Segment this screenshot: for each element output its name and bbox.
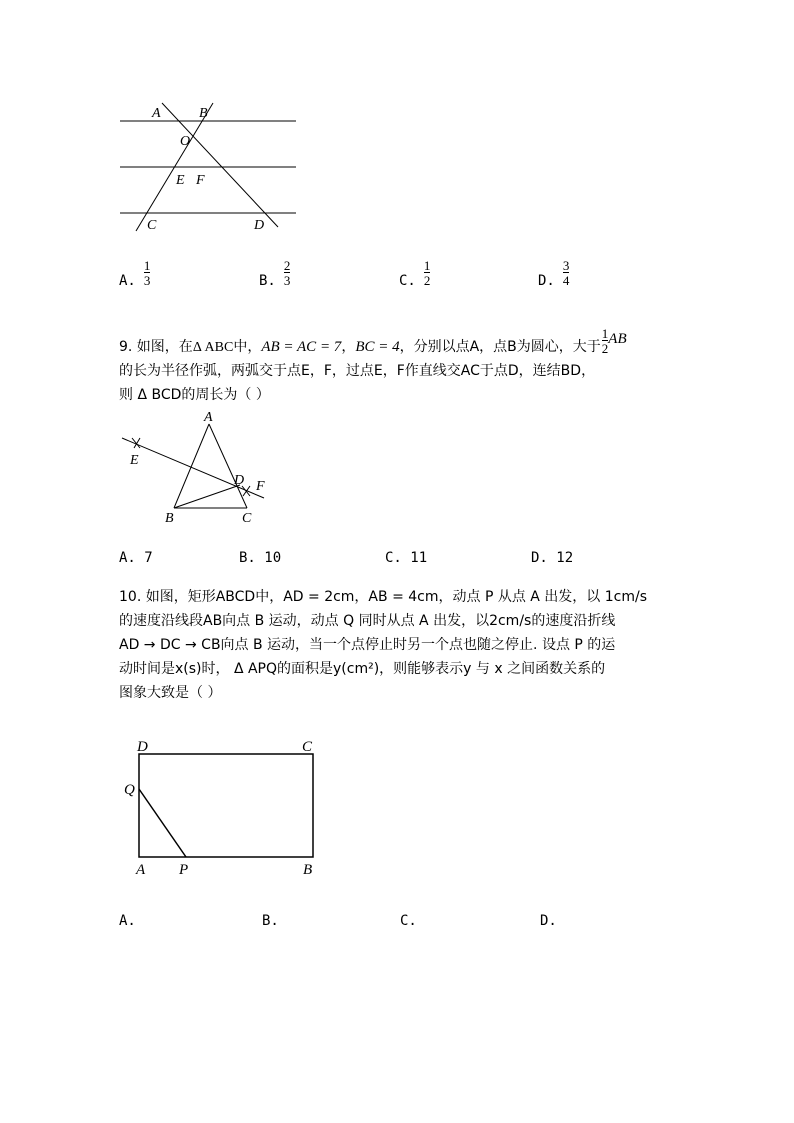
q8-option-a-fraction: $\frac{1}{3}$ xyxy=(143,258,151,288)
q8-option-d[interactable] xyxy=(538,258,570,295)
q10-label-d: D xyxy=(137,739,148,755)
q8-label-o: O xyxy=(180,134,191,149)
q10-label-a: A xyxy=(136,862,146,878)
q9-side-ab xyxy=(174,424,209,508)
q8-label-b: B xyxy=(199,106,208,121)
q9-option-c[interactable]: C. 11 xyxy=(385,550,428,566)
q9-mid: 中， xyxy=(233,339,262,355)
q9-label-c: C xyxy=(242,511,252,526)
q9-option-b[interactable]: B. 10 xyxy=(239,550,282,566)
q9-label-f: F xyxy=(256,479,265,494)
q10-label-q: Q xyxy=(124,782,135,798)
q8-option-b-fraction: $\frac{2}{3}$ xyxy=(283,258,291,288)
q8-option-d-fraction: $\frac{3}{4}$ xyxy=(562,258,570,288)
q9-option-d[interactable]: D. 12 xyxy=(531,550,574,566)
q8-figure xyxy=(110,98,310,238)
q10-rectangle-abcd xyxy=(139,754,313,857)
q9-label-e: E xyxy=(130,453,139,468)
q10-option-b[interactable]: B. xyxy=(262,913,279,929)
q8-option-b-letter: B. xyxy=(259,273,276,289)
q8-option-b[interactable] xyxy=(259,258,291,295)
q9-rest: ，分别以点A，点B为圆心，大于 xyxy=(399,339,601,355)
q10-line-3: AD → DC → CB向点 B 运动，当一个点停止时另一个点也随之停止. 设点 P 的运 xyxy=(119,637,616,653)
q9-option-a[interactable]: A. 7 xyxy=(119,550,153,566)
q9-figure xyxy=(112,408,272,530)
q9-eq2: BC = 4 xyxy=(355,339,400,355)
q10-label-b: B xyxy=(303,862,313,878)
q8-option-a-letter: A. xyxy=(119,273,136,289)
q9-label-d: D xyxy=(234,473,245,488)
q8-option-d-letter: D. xyxy=(538,273,555,289)
q10-label-p: P xyxy=(179,862,189,878)
q9-triangle: Δ ABC xyxy=(192,340,234,355)
q9-line-3: 则 Δ BCD的周长为（ ） xyxy=(119,387,270,403)
q10-label-c: C xyxy=(302,739,313,755)
q8-option-c-fraction: $\frac{1}{2}$ xyxy=(423,258,431,288)
q9-line-1 xyxy=(119,326,627,361)
q9-sep1: ， xyxy=(341,339,356,355)
q8-label-e: E xyxy=(176,173,185,188)
q8-line-ad xyxy=(162,103,278,227)
q9-label-b: B xyxy=(165,511,174,526)
q10-figure xyxy=(120,732,330,882)
q9-line-2: 的长为半径作弧，两弧交于点E，F，过点E，F作直线交AC于点D，连结BD， xyxy=(119,363,596,379)
q8-label-a: A xyxy=(152,106,161,121)
q10-option-c[interactable]: C. xyxy=(400,913,417,929)
q10-line-5: 图象大致是（ ） xyxy=(119,685,222,701)
q9-segment-bd xyxy=(174,485,240,508)
q8-label-c: C xyxy=(147,218,157,233)
q9-prefix: 9. 如图，在 xyxy=(119,339,193,355)
q8-option-c-letter: C. xyxy=(399,273,416,289)
q8-option-c[interactable] xyxy=(399,258,431,295)
q10-line-4: 动时间是x(s)时， Δ APQ的面积是y(cm²)，则能够表示y 与 x 之间函数关系的 xyxy=(119,661,606,677)
q8-label-d: D xyxy=(254,218,265,233)
q10-line-1: 10. 如图，矩形ABCD中，AD = 2cm，AB = 4cm，动点 P 从点 A 出发，以 1cm/s xyxy=(119,589,648,605)
q9-label-a: A xyxy=(204,410,213,425)
q10-option-a[interactable]: A. xyxy=(119,913,136,929)
q9-eq1: AB = AC = 7 xyxy=(261,339,342,355)
q9-line-ef xyxy=(122,438,264,498)
q10-option-d[interactable]: D. xyxy=(540,913,557,929)
q10-segment-qp xyxy=(139,789,186,857)
q8-label-f: F xyxy=(196,173,205,188)
q9-side-ac xyxy=(209,424,247,508)
q10-line-2: 的速度沿线段AB向点 B 运动，动点 Q 同时从点 A 出发，以2cm/s的速度沿折线 xyxy=(119,613,616,629)
q9-frac-var: AB xyxy=(608,331,627,347)
q9-half-fraction: $\frac{1}{2}$ xyxy=(601,326,609,356)
q8-option-a[interactable] xyxy=(119,258,151,295)
